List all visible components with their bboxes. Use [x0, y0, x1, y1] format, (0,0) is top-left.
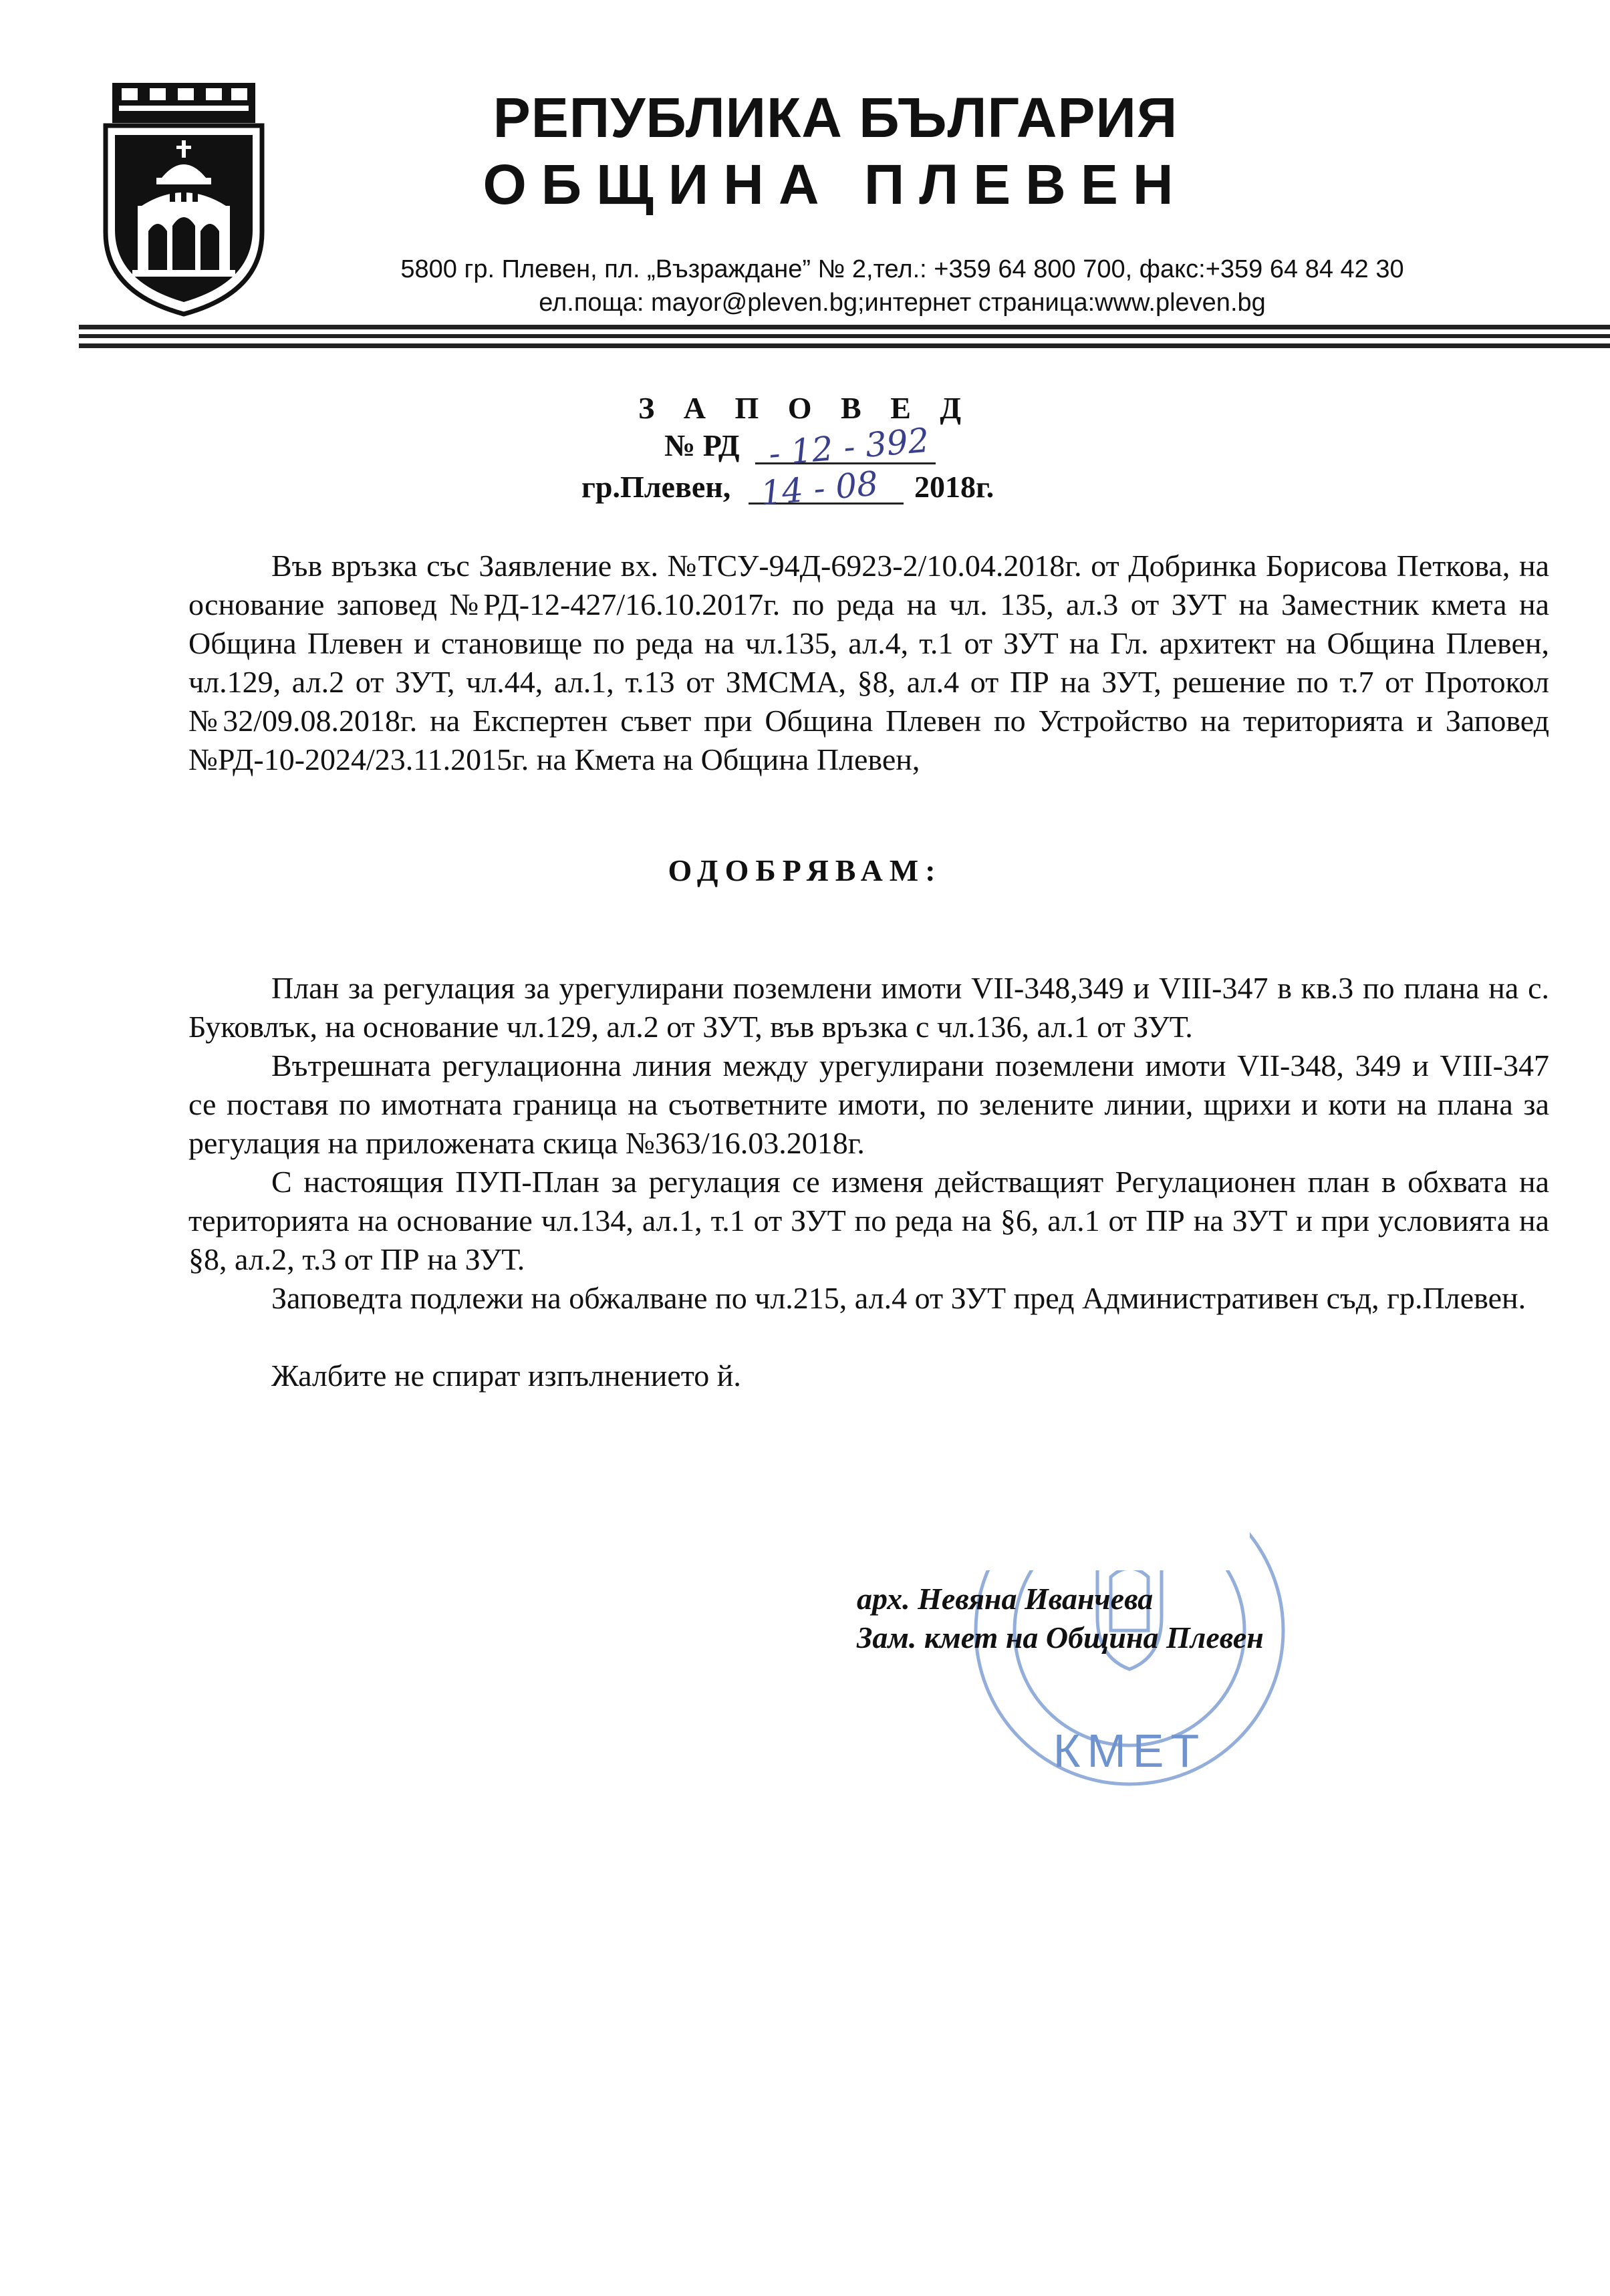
- header-rule-bottom: [79, 343, 1610, 348]
- letterhead-municipality: ОБЩИНА ПЛЕВЕН: [483, 153, 1188, 216]
- header-rule-middle: [79, 334, 1610, 338]
- order-date-handwritten: 14 - 08: [759, 464, 880, 513]
- letterhead-country: РЕПУБЛИКА БЪЛГАРИЯ: [493, 86, 1178, 149]
- signature-redaction: [835, 1363, 1250, 1570]
- stamp-text: КМЕТ: [1053, 1725, 1206, 1777]
- signatory-position: Зам. кмет на Община Плевен: [857, 1620, 1264, 1655]
- approve-heading: ОДОБРЯВАМ:: [668, 853, 942, 887]
- order-number-handwritten: - 12 - 392: [767, 420, 931, 474]
- order-number-label: № РД: [664, 428, 740, 462]
- pleven-coat-of-arms-icon: [100, 79, 267, 319]
- order-title: З А П О В Е Д: [638, 391, 972, 425]
- body-paragraph: Вътрешната регулационна линия между урегулирани поземлени имоти VII-348, 349 и VIII-347 се поставя по имотната граница на съответните имоти, по зелените линии, щрихи и коти на плана за регулация на приложената скица №363/16.03.2018г.: [188, 1048, 1549, 1160]
- body-paragraph: Заповедта подлежи на обжалване по чл.215, ал.4 от ЗУТ пред Административен съд, гр.Плевен.: [271, 1281, 1526, 1315]
- signatory-name: арх. Невяна Иванчева: [857, 1582, 1154, 1616]
- letterhead-contact: ел.поща: mayor@pleven.bg;интернет страница:www.pleven.bg: [539, 289, 1266, 317]
- letterhead-address: 5800 гр. Плевен, пл. „Възраждане” № 2,тел.: +359 64 800 700, факс:+359 64 84 42 30: [400, 255, 1404, 283]
- order-year: 2018г.: [914, 470, 994, 504]
- body-paragraph: С настоящия ПУП-План за регулация се изменя действащият Регулационен план в обхвата на територията на основание чл.134, ал.1, т.1 от ЗУТ по реда на §6, ал.1 от ПР на ЗУТ и при условията на §8, ал.2, т.3 от ПР на ЗУТ.: [188, 1165, 1549, 1276]
- header-rule-top: [79, 325, 1610, 329]
- order-place-label: гр.Плевен,: [581, 470, 731, 504]
- body-paragraph: План за регулация за урегулирани поземлени имоти VII-348,349 и VIII-347 в кв.3 по плана на с. Буковлък, на основание чл.129, ал.2 от ЗУТ, във връзка с чл.136, ал.1 от ЗУТ.: [188, 971, 1549, 1044]
- intro-paragraph: Във връзка със Заявление вх. №ТСУ-94Д-6923-2/10.04.2018г. от Добринка Борисова Петкова, на основание заповед №РД-12-427/16.10.2017г. по реда на чл. 135, ал.3 от ЗУТ на Заместник кмета на Община Плевен и становище по реда на чл.135, ал.4, т.1 от ЗУТ на Гл. архитект на Община Плевен, чл.129, ал.2 от ЗУТ, чл.44, ал.1, т.13 от ЗМСМА, §8, ал.4 от ПР на ЗУТ, решение по т.7 от Протокол №32/09.08.2018г. на Експертен съвет при Община Плевен по Устройство на територията и Заповед №РД-10-2024/23.11.2015г. на Кмета на Община Плевен,: [188, 549, 1549, 776]
- body-paragraph: Жалбите не спират изпълнението й.: [271, 1358, 741, 1393]
